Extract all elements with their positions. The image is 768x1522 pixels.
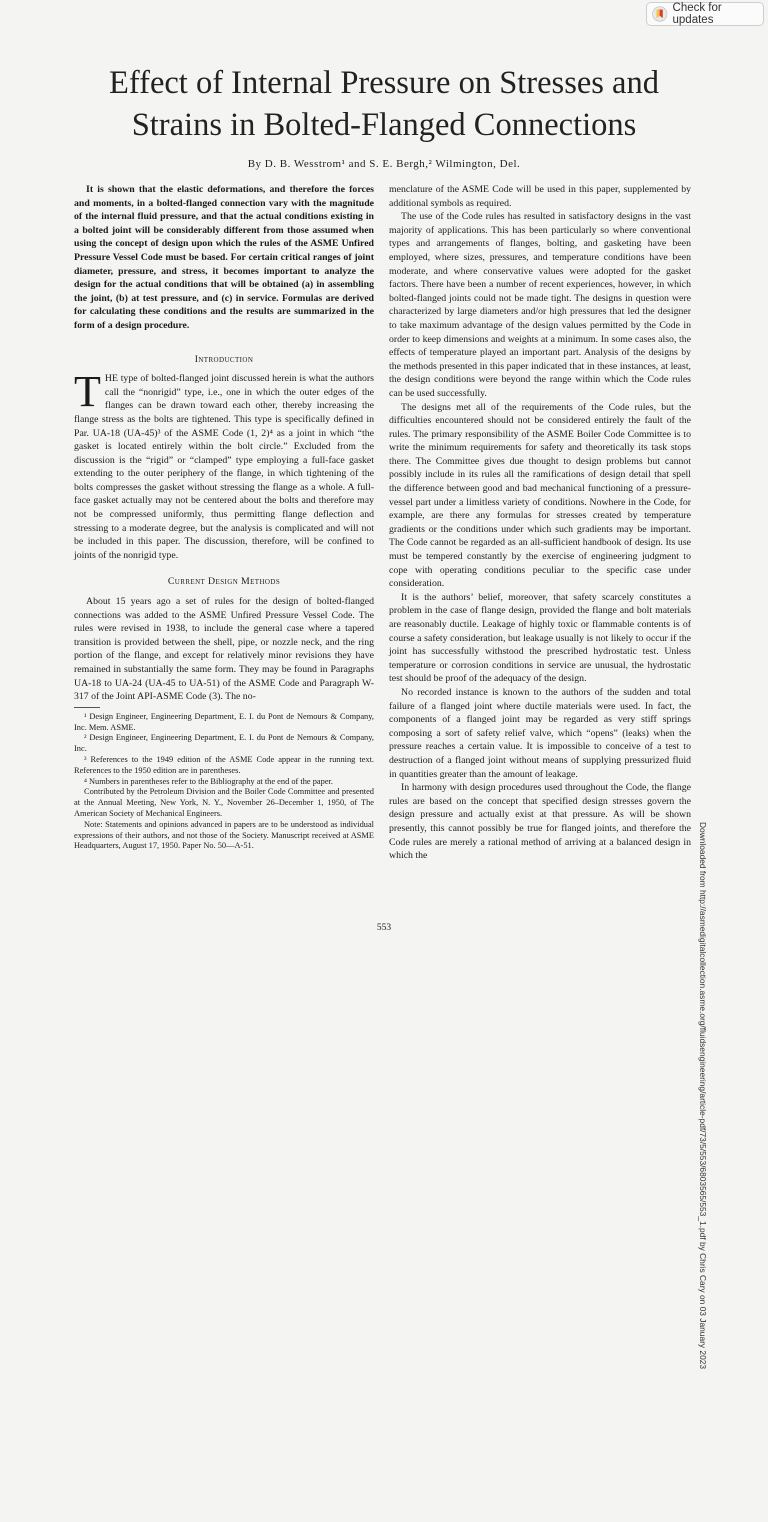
footnote-1: ¹ Design Engineer, Engineering Department, E. I. du Pont de Nemours & Company, Inc. Mem. ASME.: [74, 711, 374, 732]
page-number: 553: [376, 923, 392, 933]
footnote-contribution: Contributed by the Petroleum Division and the Boiler Code Committee and presented at the Annual Meeting, New York, N. Y., November 26–December 1, 1950, of The American Society of Mechanical Engineers.: [74, 787, 374, 818]
right-column: [389, 183, 691, 863]
body-paragraph-5: No recorded instance is known to the authors of the sudden and total failure of a flanged joint where ductile materials were used. In fact, the components of a flanged joint may be regarded as very stiff springs composing a sort of safety relief valve, which “opens” (leaks) when the pressure reaches a certain value. It is impossible to conceive of a test to destruction of a flanged joint without means of supplying pressurized fluid in quantities greater than the amount of leakage.: [389, 686, 691, 780]
check-for-updates-label: Check for updates: [672, 2, 722, 26]
drop-cap: T: [74, 367, 101, 417]
footnote-2: ² Design Engineer, Engineering Department, E. I. du Pont de Nemours & Company, Inc.: [74, 733, 374, 754]
paper-title: [0, 62, 768, 146]
body-paragraph-4: It is the authors’ belief, moreover, that safety scarcely constitutes a problem in the case of flange design, provided the flange and bolt materials are reasonably ductile. Leakage of highly toxic or flammable contents is of course a safety consideration, but leakage usually is not likely to occur if the joint has successfully withstood the prescribed hydrostatic test. Unless temperature or corrosion conditions in service are unusual, the hydrostatic test should be proof of the adequacy of the design.: [389, 591, 691, 685]
body-paragraph-2: The use of the Code rules has resulted in satisfactory designs in the vast majority of applications. This has been particularly so where conventional types and arrangements of flanges, bolting, and gasketing have been employed, where sizes, pressures, and temperature conditions have been moderate, and where conservative values were adopted for the gasket factors. There have been a number of recent experiences, however, in which bolted-flanged joints could not be made tight. The designs in question were characterized by large diameters and/or high pressures that led the designer to take maximum advantage of the design values permitted by the Code in order to keep dimensions and weights at a minimum. In some cases also, the effects of temperature played an important part. Analysis of the designs by the methods presented in this paper indicated that in these instances, at least, the design conditions were beyond the range within which the Code rules can be used successfully.: [389, 211, 691, 399]
title-line-2: Strains in Bolted-Flanged Connections: [131, 107, 637, 143]
footnotes: [74, 712, 374, 852]
body-paragraph-3: The designs met all of the requirements of the Code rules, but the difficulties encountered should not be considered entirely the fault of the rules. The primary responsibility of the ASME Boiler Code Committee is to write the minimum requirements for safety and theoretically its task stops there. The Committee gives due thought to design problems but cannot possibly include in its rules all the ramifications of design detail that spell the difference between good and bad mechanical functioning of a pressure-vessel part under a limitless variety of conditions. Nowhere in the Code, for example, are there any formulas for stresses created by temperature gradients or the conditions under which such gradients may be important. The Code cannot be regarded as an all-sufficient handbook of design. Its use must be tempered constantly by the exercise of engineering judgment to cope with operating conditions peculiar to the specific case under consideration.: [389, 401, 691, 590]
download-watermark: Downloaded from http://asmedigitalcollection.asme.org/fluidsengineering/article-pdf/73/5/553/6803565/553_1.pdf by Chris Cary on 03 January 2023: [698, 822, 708, 1370]
footnote-note: Note: Statements and opinions advanced in papers are to be understood as individual expressions of their authors, and not those of the Society. Manuscript received at ASME Headquarters, August 17, 1950. Paper No. 50—A-51.: [74, 819, 374, 851]
current-methods-paragraph: About 15 years ago a set of rules for the design of bolted-flanged connections was added to the ASME Unfired Pressure Vessel Code. The rules were revised in 1938, to include the general case where a tapered transition is provided between the shell, pipe, or nozzle neck, and the ring portion of the flange, and except for relatively minor revisions they have remained in substantially the same form. They may be found in Paragraphs UA-18 to UA-24 (UA-45 to UA-51) of the ASME Code and Paragraph W-317 of the Joint API-ASME Code (3). The no-: [74, 596, 374, 703]
body-paragraph-6: In harmony with design procedures used throughout the Code, the flange rules are based on the concept that specified design stresses govern the design pressure and actually exist at that pressure. As will be shown presently, this cannot possibly be true for flanged joints, and therefore the Code rules are merely a rational method of arriving at a balanced design in which the: [389, 782, 691, 862]
footnote-3: ³ References to the 1949 edition of the ASME Code appear in the running text. References to the 1950 edition are in parentheses.: [74, 754, 374, 775]
byline: By D. B. Wesstrom¹ and S. E. Bergh,² Wilmington, Del.: [247, 158, 521, 170]
footnote-4: ⁴ Numbers in parentheses refer to the Bibliography at the end of the paper.: [84, 776, 333, 786]
body-paragraph-1: menclature of the ASME Code will be used in this paper, supplemented by additional symbols as required.: [389, 184, 691, 209]
abstract-text: It is shown that the elastic deformations, and therefore the forces and moments, in a bolted-flanged connection vary with the magnitude of the internal fluid pressure, and that the actual conditions existing in a bolted joint will be considerably different from those assumed when using the concept of design upon which the rules of the ASME Unfired Pressure Vessel Code must be based. For certain critical ranges of joint diameter, pressure, and stress, it becomes important to analyze the design for the actual conditions that will be obtained (a) in assembling the joint, (b) at test pressure, and (c) in service. Formulas are derived for calculating these conditions and the results are summarized in the form of a design procedure.: [74, 184, 374, 331]
heading-introduction: Introduction: [194, 353, 254, 365]
left-column: [74, 183, 374, 852]
footnote-divider: [74, 707, 100, 708]
abstract: [74, 183, 374, 333]
title-line-1: Effect of Internal Pressure on Stresses and: [109, 65, 659, 101]
crossmark-icon: [652, 6, 668, 22]
introduction-text: HE type of bolted-flanged joint discussed herein is what the authors call the “nonrigid” type, i.e., one in which the outer edges of the flanges can be drawn toward each other, thereby increasing the flange stress as the bolts are tightened. This type is specifically defined in Par. UA-18 (UA-45)³ of the ASME Code (1, 2)⁴ as a joint in which “the gasket is located entirely within the bolt circle.” Excluded from the discussion is the “rigid” or “clamped” type employing a full-face gasket extending to the outer periphery of the flange, in which tightening of the bolts compresses the gasket without stressing the flange as a whole. A full-face gasket actually may not be centered about the bolts and therefore may not be compressed uniformly, thus permitting flange deflection and stressing to a moderate degree, but the analysis is complicated and will not be included in this paper. The discussion, therefore, will be confined to joints of the nonrigid type.: [74, 373, 374, 561]
introduction-paragraph: [74, 367, 374, 562]
heading-current-design-methods: Current Design Methods: [167, 576, 281, 588]
check-for-updates-button[interactable]: [646, 2, 764, 26]
